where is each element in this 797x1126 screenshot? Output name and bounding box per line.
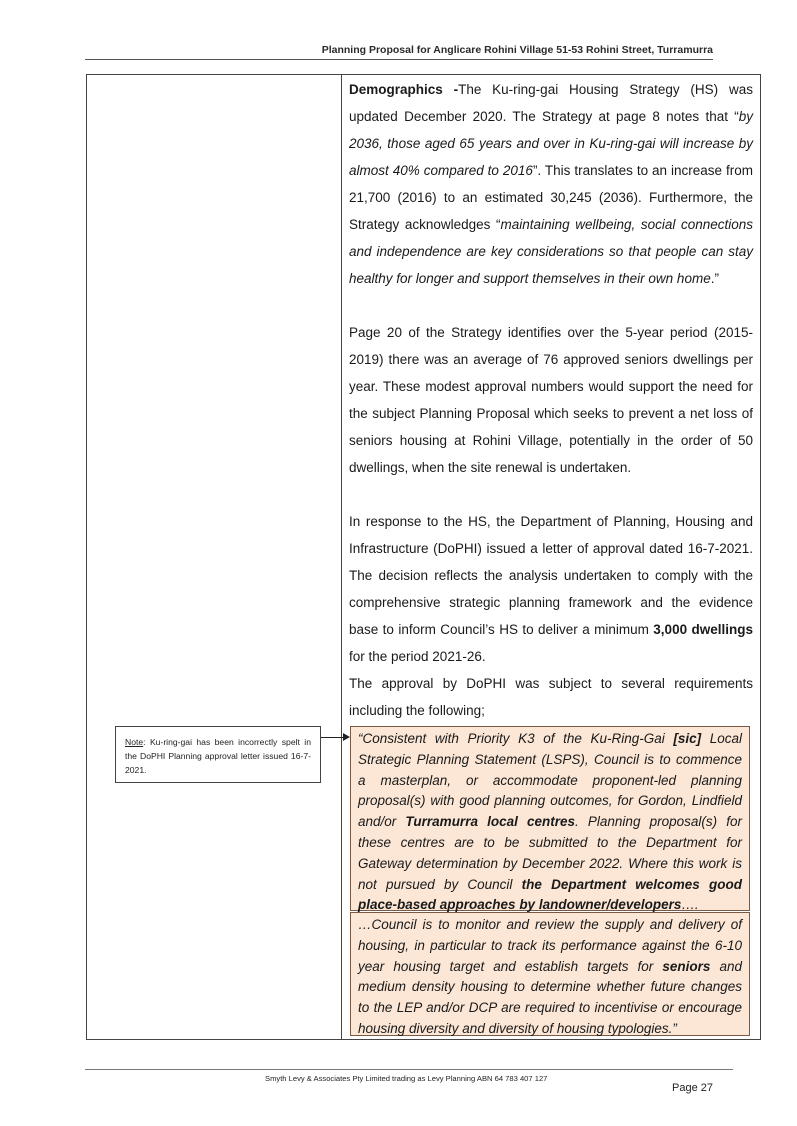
- demographics-paragraph: Demographics -The Ku-ring-gai Housing Strategy (HS) was updated December 2020. The Strategy at page 8 notes that “by 2036, those aged 65 years and over in Ku-ring-gai will increase by almost 40% compared to 2016”. This translates to an increase from 21,700 (2016) to an estimated 30,245 (2036). Furthermore, the Strategy acknowledges “maintaining wellbeing, social connections and independence are key considerations so that people can stay healthy for longer and support themselves in their own home.”: [349, 82, 754, 286]
- strategy-quote-1: by 2036, those aged 65 years and over in Ku-ring-gai will increase by almost 40% compared to 2016: [349, 109, 753, 178]
- table-column-divider: [341, 74, 342, 1040]
- footer-company: Smyth Levy & Associates Pty Limited trading as Levy Planning ABN 64 783 407 127: [265, 1074, 548, 1083]
- strategy-quote-2: maintaining wellbeing, social connections and independence are key considerations so that people can stay healthy for longer and support themselves in their own home: [349, 217, 754, 286]
- quote1-bold-department: the Department welcomes good place-based approaches by landowner/developers: [358, 876, 742, 913]
- dophi-paragraph: In response to the HS, the Department of Planning, Housing and Infrastructure (DoPHI) issued a letter of approval dated 16-7-2021. The decision reflects the analysis undertaken to comply with the comprehensive strategic planning framework and the evidence base to inform Council’s HS to deliver a minimum 3,000 dwellings for the period 2021-26.: [349, 514, 753, 664]
- note-arrow-head-icon: [343, 733, 350, 741]
- approvals-paragraph: Page 20 of the Strategy identifies over the 5-year period (2015-2019) there was an average of 76 approved seniors dwellings per year. These modest approval numbers would support the need for the subject Planning Proposal which seeks to prevent a net loss of seniors housing at Rohini Village, potentially in the order of 50 dwellings, when the site renewal is undertaken.: [349, 325, 753, 475]
- requirement-quote-2: …Council is to monitor and review the supply and delivery of housing, in particular to track its performance against the 6-10 year housing target and establish targets for seniors and medium density housing to determine whether future changes to the LEP and/or DCP are required to incentivise or encourage housing diversity and diversity of housing typologies.”: [350, 912, 750, 1036]
- demographics-heading: Demographics -: [349, 82, 459, 97]
- quote2-bold-seniors: seniors: [662, 958, 711, 974]
- note-arrow-line: [321, 737, 345, 738]
- page-number: Page 27: [672, 1082, 713, 1094]
- paragraph-gap: [349, 481, 753, 508]
- requirement-quote-1: “Consistent with Priority K3 of the Ku-Ring-Gai [sic] Local Strategic Planning Statement (LSPS), Council is to commence a masterplan, or accommodate proponent-led planning proposal(s) with good planning outcomes, for Gordon, Lindfield and/or Turramurra local centres. Planning proposal(s) for these centres are to be submitted to the Department for Gateway determination by December 2022. Where this work is not pursued by Council the Department welcomes good place-based approaches by landowner/developers….: [350, 726, 750, 911]
- document-header-title: Planning Proposal for Anglicare Rohini Village 51-53 Rohini Street, Turramurra: [321, 44, 713, 56]
- header-divider: [85, 59, 713, 60]
- dwellings-target: 3,000 dwellings: [653, 622, 753, 637]
- quote1-bold-centres: Turramurra local centres: [405, 814, 576, 830]
- side-note: [115, 726, 321, 783]
- footer-divider: [85, 1069, 733, 1070]
- sic-marker: [sic]: [673, 731, 702, 746]
- paragraph-gap: [349, 292, 753, 319]
- main-text-column: [349, 76, 753, 724]
- note-text: : Ku-ring-gai has been incorrectly spelt in the DoPHI Planning approval letter issued 16-7-2021.: [125, 737, 311, 775]
- requirements-paragraph: The approval by DoPHI was subject to several requirements including the following;: [349, 676, 753, 718]
- note-label: Note: [125, 737, 144, 747]
